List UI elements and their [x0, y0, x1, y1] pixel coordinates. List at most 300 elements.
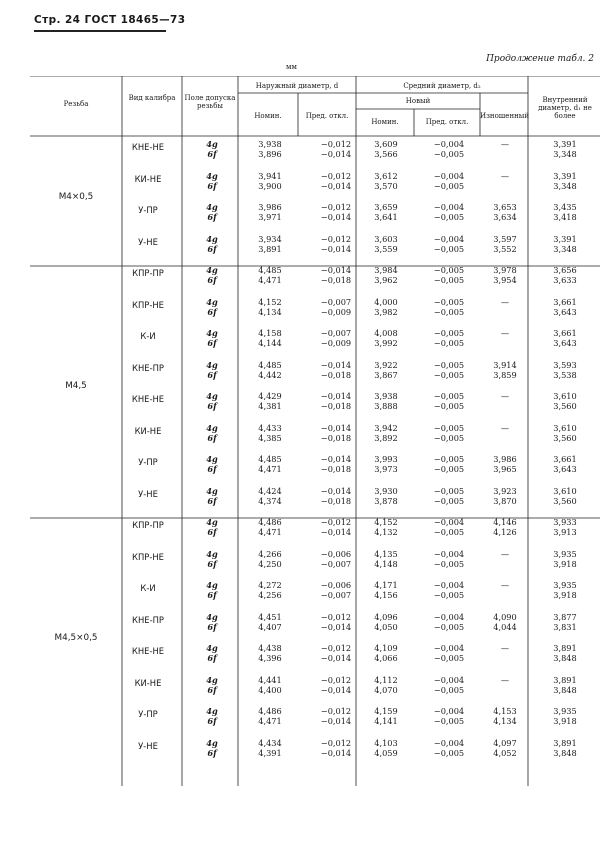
outer-nominal-value: 4,485: [258, 454, 282, 464]
tolerance-field-value: 6f: [207, 684, 217, 695]
tolerance-field: [188, 612, 236, 632]
pitch-worn: [480, 202, 530, 222]
pitch-worn-value: —: [500, 328, 510, 338]
outer-nominal-value: 3,938: [258, 139, 282, 149]
pitch-nominal-value: 4,070: [374, 684, 398, 695]
pitch-nominal-value: 3,992: [374, 338, 398, 348]
tolerance-field-value: 4g: [206, 548, 218, 559]
pitch-nominal: [356, 549, 416, 569]
pitch-nominal-value: 3,962: [374, 275, 398, 285]
pitch-worn-value: 3,914: [493, 359, 517, 370]
gauge-name: КПР-НЕ: [132, 551, 164, 562]
pitch-nominal: [356, 328, 416, 348]
pitch-nominal: [356, 265, 416, 285]
inner-diameter-value: 3,656: [553, 265, 577, 275]
outer-nominal-value: 4,144: [258, 338, 282, 348]
tolerance-field-value: 4g: [206, 422, 218, 433]
outer-deviation-value: −0,014: [320, 180, 352, 191]
gauge-name: К-И: [140, 583, 156, 593]
tolerance-field-value: 6f: [207, 338, 217, 348]
outer-nominal-value: 4,424: [258, 485, 282, 496]
pitch-nominal-value: 4,152: [374, 517, 398, 527]
outer-deviation-value: −0,012: [320, 611, 352, 622]
inner-diameter-value: 3,935: [553, 548, 577, 559]
tolerance-field-value: 6f: [207, 716, 217, 726]
pitch-nominal-value: 4,141: [374, 716, 398, 726]
inner-diameter-value: 3,933: [553, 517, 577, 527]
pitch-nominal: [356, 706, 416, 726]
tolerance-field-value: 6f: [207, 464, 217, 474]
pitch-deviation-value: −0,004: [433, 139, 465, 149]
outer-nominal: [240, 265, 300, 285]
inner-diameter: [527, 391, 603, 411]
pitch-nominal-value: 4,156: [374, 590, 398, 600]
outer-nominal-value: 4,471: [258, 464, 282, 474]
pitch-worn-value: —: [500, 422, 510, 433]
outer-deviation-value: −0,014: [320, 716, 352, 726]
pitch-worn-value: 4,097: [493, 737, 517, 748]
inner-diameter-value: 3,560: [553, 432, 577, 443]
pitch-deviation-value: −0,005: [433, 359, 465, 370]
tolerance-field: [188, 486, 236, 506]
pitch-nominal-value: 3,892: [374, 432, 398, 443]
pitch-deviation: [414, 675, 484, 695]
tolerance-field: [188, 139, 236, 159]
tolerance-field: [188, 328, 236, 348]
inner-diameter-value: 3,913: [553, 527, 577, 537]
inner-diameter: [527, 139, 603, 159]
outer-nominal: [240, 234, 300, 254]
outer-deviation-value: −0,012: [320, 202, 352, 212]
pitch-deviation-value: −0,004: [433, 202, 465, 212]
inner-diameter-value: 3,643: [553, 306, 577, 317]
tolerance-field-value: 6f: [207, 401, 217, 411]
tolerance-field: [188, 580, 236, 600]
pitch-worn-value: 3,986: [493, 454, 517, 464]
pitch-nominal-value: 4,171: [374, 580, 398, 590]
pitch-worn: [480, 391, 530, 411]
outer-nominal-value: 4,433: [258, 422, 282, 433]
outer-deviation-value: −0,018: [320, 369, 352, 380]
outer-nominal-value: 4,485: [258, 359, 282, 370]
tolerance-field: [188, 706, 236, 726]
pitch-nominal: [356, 360, 416, 380]
outer-deviation-value: −0,006: [320, 548, 352, 559]
tolerance-field-value: 4g: [206, 170, 218, 181]
col-outer: Наружный диаметр, d: [255, 82, 339, 90]
inner-diameter-value: 3,538: [553, 369, 577, 380]
pitch-deviation: [414, 328, 484, 348]
table-row: [30, 325, 600, 356]
table-row: [30, 735, 600, 766]
inner-diameter: [527, 612, 603, 632]
outer-nominal-value: 4,429: [258, 391, 282, 401]
table-row: [30, 294, 600, 325]
outer-deviation-value: −0,018: [320, 275, 352, 285]
outer-deviation-value: −0,018: [320, 401, 352, 411]
outer-deviation-value: −0,014: [320, 149, 352, 159]
inner-diameter-value: 3,848: [553, 747, 577, 758]
pitch-deviation: [414, 612, 484, 632]
tolerance-field: [188, 171, 236, 191]
col-pitch-nom: Номин.: [371, 118, 399, 126]
pitch-deviation: [414, 423, 484, 443]
outer-deviation-value: −0,014: [320, 359, 352, 370]
gauge-name: КИ-НЕ: [134, 425, 162, 436]
inner-diameter-value: 3,643: [553, 464, 577, 474]
pitch-worn: [480, 675, 530, 695]
pitch-deviation-value: −0,005: [433, 243, 465, 254]
outer-nominal-value: 4,486: [258, 517, 282, 527]
outer-nominal-value: 3,941: [258, 170, 282, 181]
table-row: [30, 231, 600, 262]
pitch-deviation-value: −0,005: [433, 485, 465, 496]
inner-diameter-value: 3,935: [553, 706, 577, 716]
pitch-worn: [480, 297, 530, 317]
gauge-name: КНЕ-НЕ: [131, 394, 165, 404]
pitch-nominal: [356, 391, 416, 411]
pitch-worn-value: [480, 307, 530, 317]
pitch-deviation: [414, 706, 484, 726]
inner-diameter-value: 3,610: [553, 422, 577, 433]
pitch-nominal: [356, 202, 416, 222]
outer-nominal-value: 4,471: [258, 275, 282, 285]
inner-diameter-value: 3,435: [553, 202, 577, 212]
pitch-deviation: [414, 360, 484, 380]
outer-nominal-value: 4,152: [258, 296, 282, 307]
table-row: [30, 672, 600, 703]
pitch-worn-value: —: [500, 391, 510, 401]
outer-nominal-value: 4,486: [258, 706, 282, 716]
pitch-nominal-value: 4,103: [374, 737, 398, 748]
gauge-name: КИ-НЕ: [134, 173, 162, 184]
pitch-worn-value: 4,153: [493, 706, 517, 716]
pitch-nominal-value: 3,888: [374, 401, 398, 411]
outer-nominal: [240, 517, 300, 537]
inner-diameter-value: 3,643: [553, 338, 577, 348]
tolerance-field: [188, 265, 236, 285]
pitch-nominal: [356, 454, 416, 474]
pitch-worn-value: 3,859: [493, 369, 517, 380]
inner-diameter-value: 3,593: [553, 359, 577, 370]
pitch-worn-value: —: [500, 674, 510, 685]
inner-diameter-value: 3,891: [553, 643, 577, 653]
pitch-nominal-value: 4,000: [374, 296, 398, 307]
col-pitch: Средний диаметр, d₂: [403, 82, 481, 90]
pitch-worn-value: —: [500, 170, 510, 181]
gauge-name: КНЕ-ПР: [132, 362, 164, 373]
inner-diameter-value: 3,391: [553, 233, 577, 244]
pitch-worn: [480, 549, 530, 569]
outer-nominal-value: 4,471: [258, 716, 282, 726]
inner-diameter: [527, 360, 603, 380]
pitch-worn-value: 3,923: [493, 485, 517, 496]
pitch-deviation-value: −0,005: [433, 369, 465, 380]
pitch-nominal: [356, 675, 416, 695]
outer-nominal: [240, 171, 300, 191]
outer-deviation-value: −0,009: [320, 338, 352, 348]
pitch-nominal-value: 4,096: [374, 611, 398, 622]
tolerance-field: [188, 454, 236, 474]
table-row: [30, 388, 600, 419]
outer-deviation-value: −0,014: [320, 684, 352, 695]
pitch-worn: [480, 738, 530, 758]
tolerance-field: [188, 202, 236, 222]
pitch-nominal-value: 4,008: [374, 328, 398, 338]
thread-label: M4,5: [65, 381, 87, 391]
pitch-deviation: [414, 454, 484, 474]
tolerance-field: [188, 360, 236, 380]
pitch-nominal-value: 3,984: [374, 265, 398, 275]
inner-diameter: [527, 517, 603, 537]
pitch-worn-value: —: [500, 643, 510, 653]
outer-nominal: [240, 391, 300, 411]
inner-diameter-value: 3,610: [553, 485, 577, 496]
col-gauge: Вид калибра: [128, 94, 176, 102]
pitch-nominal-value: 4,159: [374, 706, 398, 716]
outer-nominal-value: 4,134: [258, 306, 282, 317]
tolerance-field-value: 4g: [206, 643, 218, 653]
inner-diameter: [527, 486, 603, 506]
inner-diameter-value: 3,633: [553, 275, 577, 285]
tolerance-field-value: 6f: [207, 306, 217, 317]
pitch-deviation-value: −0,005: [433, 527, 465, 537]
gauge-name: У-НЕ: [138, 488, 158, 499]
pitch-worn-value: 3,870: [493, 495, 517, 506]
inner-diameter: [527, 675, 603, 695]
pitch-nominal-value: 3,942: [374, 422, 398, 433]
outer-nominal-value: 4,256: [258, 590, 282, 600]
pitch-nominal: [356, 423, 416, 443]
gauge-name: КНЕ-ПР: [132, 614, 164, 625]
outer-nominal: [240, 549, 300, 569]
outer-nominal: [240, 423, 300, 443]
pitch-nominal: [356, 297, 416, 317]
tolerance-field-value: 6f: [207, 243, 217, 254]
table-row: [30, 451, 600, 482]
outer-nominal: [240, 360, 300, 380]
inner-diameter: [527, 549, 603, 569]
pitch-nominal-value: 3,559: [374, 243, 398, 254]
gauge-name: У-НЕ: [138, 740, 158, 751]
outer-deviation-value: −0,012: [320, 643, 352, 653]
tolerance-field-value: 6f: [207, 495, 217, 506]
inner-diameter: [527, 328, 603, 348]
table-row: [30, 514, 600, 545]
pitch-nominal: [356, 580, 416, 600]
pitch-deviation-value: −0,005: [433, 716, 465, 726]
outer-nominal-value: 4,385: [258, 432, 282, 443]
col-pitch-worn: Изношенный: [480, 112, 530, 120]
pitch-deviation-value: −0,005: [433, 180, 465, 191]
gauge-name: КПР-ПР: [132, 520, 164, 530]
outer-deviation-value: −0,014: [320, 243, 352, 254]
table-row: [30, 483, 600, 514]
tolerance-field-value: 4g: [206, 706, 218, 716]
pitch-deviation-value: −0,005: [433, 338, 465, 348]
pitch-worn: [480, 360, 530, 380]
outer-deviation-value: −0,014: [320, 212, 352, 222]
page-header: [34, 14, 185, 26]
pitch-deviation: [414, 517, 484, 537]
pitch-worn: [480, 580, 530, 600]
outer-nominal-value: 4,374: [258, 495, 282, 506]
outer-nominal-value: 4,442: [258, 369, 282, 380]
gauge-name: КНЕ-НЕ: [131, 142, 165, 152]
pitch-deviation: [414, 202, 484, 222]
outer-nominal: [240, 202, 300, 222]
pitch-worn-value: 4,090: [493, 611, 517, 622]
tolerance-field-value: 4g: [206, 296, 218, 307]
inner-diameter: [527, 265, 603, 285]
tolerance-field-value: 4g: [206, 517, 218, 527]
pitch-deviation-value: −0,005: [433, 590, 465, 600]
pitch-deviation-value: −0,005: [433, 464, 465, 474]
tolerance-field-value: 6f: [207, 432, 217, 443]
pitch-deviation: [414, 738, 484, 758]
inner-diameter-value: 3,661: [553, 454, 577, 464]
table-row: [30, 703, 600, 734]
outer-nominal: [240, 675, 300, 695]
pitch-deviation-value: −0,004: [433, 548, 465, 559]
gauge-name: КПР-ПР: [132, 268, 164, 278]
inner-diameter-value: 3,918: [553, 716, 577, 726]
tolerance-field-value: 4g: [206, 674, 218, 685]
inner-diameter-value: 3,560: [553, 401, 577, 411]
gauge-name: У-НЕ: [138, 236, 158, 247]
col-tolerance: Поле допуска резьбы: [184, 94, 236, 111]
table-row: [30, 420, 600, 451]
inner-diameter-value: 3,661: [553, 328, 577, 338]
pitch-nominal: [356, 171, 416, 191]
table-row: [30, 262, 600, 293]
pitch-nominal-value: 4,135: [374, 548, 398, 559]
outer-deviation-value: −0,007: [320, 558, 352, 569]
pitch-worn: [480, 643, 530, 663]
outer-nominal: [240, 297, 300, 317]
inner-diameter-value: 3,391: [553, 139, 577, 149]
pitch-nominal-value: 3,570: [374, 180, 398, 191]
tolerance-field-value: 4g: [206, 202, 218, 212]
standard-name: ГОСТ: [84, 14, 117, 26]
outer-deviation-value: −0,014: [320, 747, 352, 758]
pitch-nominal-value: 3,973: [374, 464, 398, 474]
pitch-nominal: [356, 612, 416, 632]
outer-deviation-value: −0,014: [320, 391, 352, 401]
pitch-nominal-value: 4,148: [374, 558, 398, 569]
outer-deviation-value: −0,014: [320, 653, 352, 663]
inner-diameter: [527, 738, 603, 758]
table-row: [30, 546, 600, 577]
outer-nominal: [240, 139, 300, 159]
tolerance-field-value: 4g: [206, 265, 218, 275]
pitch-deviation-value: −0,005: [433, 558, 465, 569]
tolerance-field: [188, 234, 236, 254]
tolerance-field-value: 4g: [206, 737, 218, 748]
pitch-nominal-value: 3,878: [374, 495, 398, 506]
pitch-deviation-value: −0,004: [433, 170, 465, 181]
outer-deviation-value: −0,014: [320, 527, 352, 537]
pitch-deviation: [414, 171, 484, 191]
outer-nominal-value: 4,396: [258, 653, 282, 663]
pitch-deviation-value: −0,005: [433, 149, 465, 159]
inner-diameter-value: 3,348: [553, 243, 577, 254]
tolerance-field-value: 4g: [206, 359, 218, 370]
pitch-worn: [480, 423, 530, 443]
outer-deviation-value: −0,014: [320, 454, 352, 464]
outer-deviation-value: −0,007: [320, 296, 352, 307]
pitch-worn-value: 4,044: [493, 621, 517, 632]
outer-deviation-value: −0,018: [320, 432, 352, 443]
units-label: мм: [286, 63, 297, 71]
page-label: Стр.: [34, 14, 61, 26]
pitch-worn-value: [480, 338, 530, 348]
inner-diameter: [527, 643, 603, 663]
gauge-name: КНЕ-НЕ: [131, 646, 165, 656]
outer-deviation-value: −0,014: [320, 422, 352, 433]
pitch-worn-value: 3,552: [493, 243, 517, 254]
outer-deviation-value: −0,012: [320, 737, 352, 748]
gauge-name: У-ПР: [138, 457, 158, 467]
pitch-worn-value: 4,126: [493, 527, 517, 537]
outer-nominal: [240, 454, 300, 474]
pitch-deviation-value: −0,004: [433, 611, 465, 622]
inner-diameter-value: 3,935: [553, 580, 577, 590]
outer-nominal-value: 4,471: [258, 527, 282, 537]
inner-diameter-value: 3,877: [553, 611, 577, 622]
pitch-worn: [480, 486, 530, 506]
pitch-worn-value: —: [500, 548, 510, 559]
standard-number: 18465—73: [120, 14, 186, 26]
pitch-nominal-value: 3,612: [374, 170, 398, 181]
pitch-deviation-value: −0,005: [433, 653, 465, 663]
inner-diameter: [527, 171, 603, 191]
pitch-nominal-value: 3,609: [374, 139, 398, 149]
col-pitch-dev: Пред. откл.: [425, 118, 469, 126]
tolerance-field-value: 6f: [207, 369, 217, 380]
pitch-nominal-value: 4,132: [374, 527, 398, 537]
pitch-worn: [480, 265, 530, 285]
outer-nominal-value: 4,381: [258, 401, 282, 411]
pitch-deviation-value: −0,005: [433, 432, 465, 443]
pitch-worn-value: —: [500, 139, 510, 149]
tolerance-field: [188, 738, 236, 758]
pitch-deviation-value: −0,005: [433, 495, 465, 506]
pitch-worn-value: 3,965: [493, 464, 517, 474]
pitch-worn-value: 3,954: [493, 275, 517, 285]
pitch-deviation-value: −0,004: [433, 233, 465, 244]
outer-nominal-value: 4,250: [258, 558, 282, 569]
outer-deviation-value: −0,012: [320, 233, 352, 244]
inner-diameter: [527, 297, 603, 317]
outer-nominal-value: 4,434: [258, 737, 282, 748]
pitch-nominal-value: 3,603: [374, 233, 398, 244]
outer-nominal-value: 3,891: [258, 243, 282, 254]
pitch-deviation-value: −0,004: [433, 580, 465, 590]
thread-label: M4,5×0,5: [54, 633, 98, 643]
inner-diameter: [527, 580, 603, 600]
inner-diameter-value: 3,918: [553, 558, 577, 569]
pitch-nominal-value: 3,930: [374, 485, 398, 496]
pitch-nominal: [356, 234, 416, 254]
tolerance-field-value: 6f: [207, 558, 217, 569]
tolerance-field-value: 6f: [207, 527, 217, 537]
tolerance-field: [188, 391, 236, 411]
outer-deviation-value: −0,009: [320, 306, 352, 317]
gauge-name: КИ-НЕ: [134, 677, 162, 688]
tolerance-field-value: 4g: [206, 454, 218, 464]
pitch-deviation: [414, 139, 484, 159]
